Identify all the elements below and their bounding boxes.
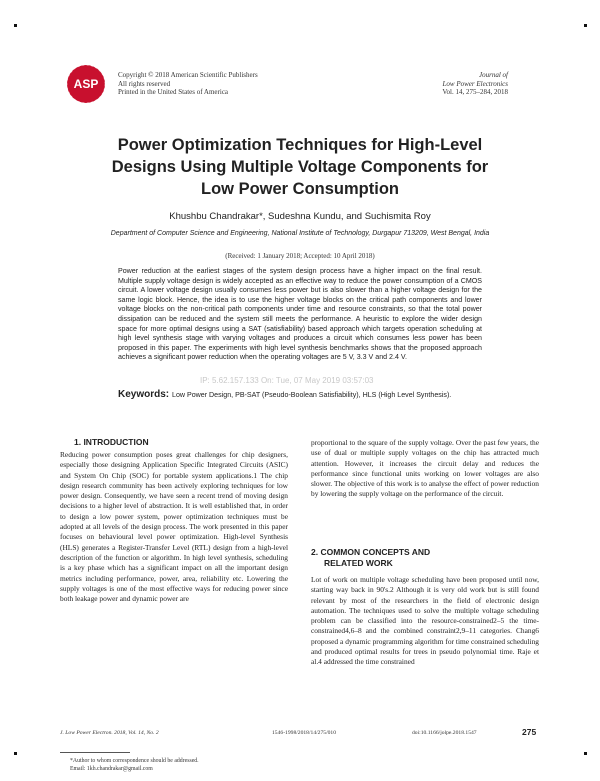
footnote-rule bbox=[60, 752, 130, 753]
crop-mark bbox=[14, 752, 17, 755]
title-line: Power Optimization Techniques for High-Level bbox=[117, 136, 483, 154]
body-paragraph: Lot of work on multiple voltage scheduling have been proposed until now, starting way back in 90's.2 Although it is very old work but is still found relevant by most of the researchers in the field of electronic design automation. The techniques used to solve the multiple voltage scheduling problem can be classified into the resource-constrained2–5 the time-constrained4,6–8 and the combined constraint2,9–11 categories. Chang6 proposed a dynamic programming algorithm for time constrained scheduling and produced optimal results for trees in pseudo polynomial time. Raje et al.4 addressed the time constrained bbox=[311, 575, 539, 667]
download-watermark: IP: 5.62.157.133 On: Tue, 07 May 2019 03:57:03 bbox=[200, 376, 374, 385]
authors: Khushbu Chandrakar*, Sudeshna Kundu, and Suchismita Roy bbox=[169, 211, 431, 222]
copyright-line: Printed in the United States of America bbox=[118, 88, 229, 96]
journal-line: Journal of bbox=[479, 71, 508, 79]
body-paragraph: Reducing power consumption poses great challenges for chip designers, especially those designing Application Specific Integrated Circuits (ASIC) and System On Chip (SOC) for portable system applications.1 The chip design research community has been actively exploring techniques for low power design. Consequently, we have seen a recent trend of moving design decisions to a higher level of abstraction. It is well established that, in order to design a low power system, power optimization techniques must be adopted at all levels of the design process. The work presented in this paper focuses on behavioural level power optimization. High-level Synthesis (HLS) generates a Register-Transfer Level (RTL) design from a high-level description of the function or algorithm. In high level synthesis, scheduling is a key phase which has a significant impact on all the important design metrics including performance, power, area, reliability etc. Lowering the supply voltages is one of the most effective ways for reducing power since both leakage power and dynamic power are bbox=[60, 450, 288, 604]
copyright-line: Copyright © 2018 American Scientific Publishers bbox=[118, 71, 258, 79]
journal-volume: Vol. 14, 275–284, 2018 bbox=[442, 88, 508, 96]
footer-issn: 1546-1998/2018/14/275/010 bbox=[272, 730, 337, 736]
title-line: Low Power Consumption bbox=[201, 180, 399, 198]
crop-mark bbox=[14, 24, 17, 27]
footer-doi: doi:10.1166/jolpe.2018.1547 bbox=[412, 730, 477, 736]
section-heading-related-work bbox=[311, 547, 430, 569]
logo-text: ASP bbox=[73, 77, 99, 91]
keywords-label: Keywords: bbox=[118, 389, 170, 400]
journal-name: Low Power Electronics bbox=[442, 79, 508, 88]
crop-mark bbox=[584, 24, 587, 27]
footer-journal: J. Low Power Electron. 2018, Vol. 14, No. 2 bbox=[60, 730, 159, 736]
journal-block bbox=[442, 71, 508, 97]
copyright-block bbox=[118, 71, 258, 97]
body-paragraph: proportional to the square of the supply voltage. Over the past few years, the use of dual or multiple supply voltages on the chip has attracted much attention. However, it increases the circuit delay and reduces the performance since functional units working on lower voltages are also slower. The objective of this work is to analyse the effect of power reduction by lowering the supply voltage on the performance of the circuit. bbox=[311, 438, 539, 499]
copyright-line: All rights reserved bbox=[118, 79, 171, 88]
related-work-text bbox=[311, 575, 539, 668]
footnote bbox=[70, 757, 298, 773]
keywords: Low Power Design, PB-SAT (Pseudo-Boolean Satisfiability), HLS (High Level Synthesis). bbox=[172, 391, 452, 399]
affiliation: Department of Computer Science and Engineering, National Institute of Technology, Durgapur 713209, West Bengal, India bbox=[110, 230, 490, 237]
heading-line: RELATED WORK bbox=[324, 558, 393, 568]
footnote-line: *Author to whom correspondence should be addressed. bbox=[70, 758, 199, 764]
footnote-line: Email: 1kh.chandrakar@gmail.com bbox=[70, 766, 153, 772]
section-heading-introduction: 1. INTRODUCTION bbox=[74, 437, 149, 447]
received-dates: (Received: 1 January 2018; Accepted: 10 April 2018) bbox=[225, 252, 375, 260]
introduction-text bbox=[60, 450, 288, 604]
page-number: 275 bbox=[522, 727, 537, 737]
column2-text bbox=[311, 438, 539, 500]
heading-line: 2. COMMON CONCEPTS AND bbox=[311, 547, 431, 557]
asp-logo bbox=[66, 64, 106, 104]
crop-mark bbox=[584, 752, 587, 755]
title-line: Designs Using Multiple Voltage Components for bbox=[111, 158, 489, 176]
abstract: Power reduction at the earliest stages of the system design process have a higher impact on the final result. Multiple supply voltage design is widely accepted as an effective way to reduce the power consumption of a CMOS circuit. A lower voltage design usually consumes less power but is also slower than a higher voltage design for the same logic block. Hence, the idea is to use the higher voltage blocks on the critical path components and lower voltage blocks on the non-critical path components under time and resource constraints, so that the total power dissipation can be reduced and the system still meets the performance. A heuristic to explore the wider design space for more optimal designs using a SAT (satisfiability) based approach which targets operation scheduling at high level synthesis stage with varying voltages and produces a circuit which consumes less power has been proposed in this paper. The experiments with high level synthesis benchmarks shows that the proposed approach achieves a significant power reduction when the operating voltages are 5 V, 3.3 V and 2.4 V. bbox=[118, 267, 482, 362]
paper-title bbox=[40, 134, 560, 200]
